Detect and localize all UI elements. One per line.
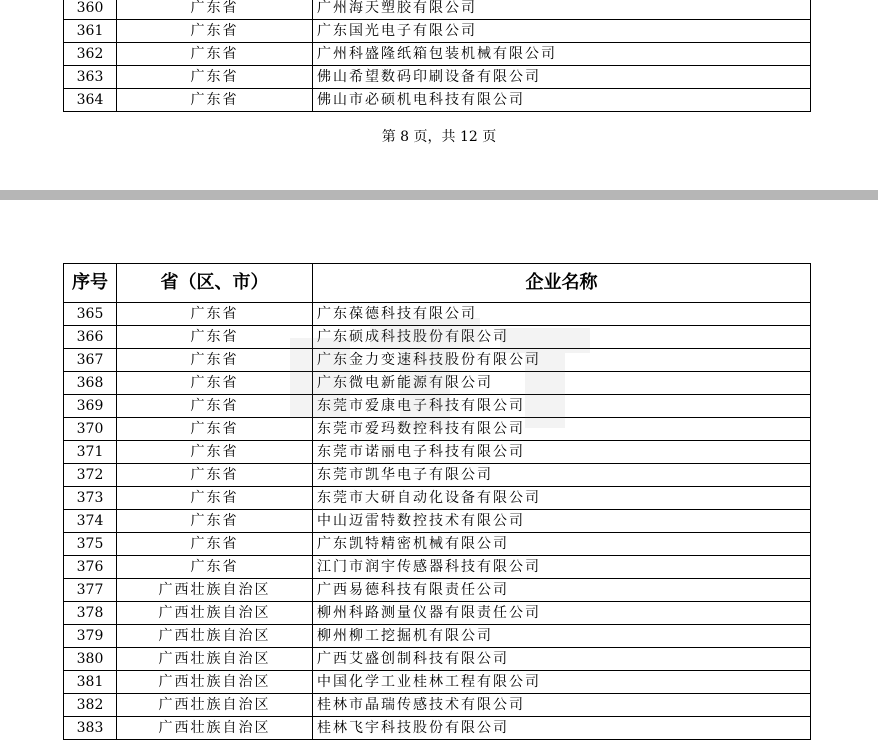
row-number: 368: [64, 372, 117, 395]
table-row: [64, 579, 811, 602]
row-province: 广东省: [117, 441, 313, 464]
row-company-name: 广西艾盛创制科技有限公司: [313, 648, 811, 671]
table-row: [64, 89, 811, 112]
row-company-name: 广东微电新能源有限公司: [313, 372, 811, 395]
row-province: 广东省: [117, 487, 313, 510]
row-company-name: 中国化学工业桂林工程有限公司: [313, 671, 811, 694]
row-company-name: 佛山市必硕机电科技有限公司: [313, 89, 811, 112]
row-company-name: 桂林飞宇科技股份有限公司: [313, 717, 811, 740]
row-number: 380: [64, 648, 117, 671]
row-province: 广东省: [117, 533, 313, 556]
row-company-name: 东莞市诺丽电子科技有限公司: [313, 441, 811, 464]
row-company-name: 柳州柳工挖掘机有限公司: [313, 625, 811, 648]
row-province: 广东省: [117, 510, 313, 533]
row-province: 广西壮族自治区: [117, 717, 313, 740]
row-province: 广东省: [117, 464, 313, 487]
row-number: 379: [64, 625, 117, 648]
header-province: 省（区、市）: [117, 264, 313, 303]
row-number: 376: [64, 556, 117, 579]
row-company-name: 东莞市爱康电子科技有限公司: [313, 395, 811, 418]
row-company-name: 广东金力变速科技股份有限公司: [313, 349, 811, 372]
row-province: 广西壮族自治区: [117, 602, 313, 625]
row-province: 广西壮族自治区: [117, 648, 313, 671]
table-row: [64, 0, 811, 20]
row-company-name: 广州科盛隆纸箱包装机械有限公司: [313, 43, 811, 66]
table-row: [64, 625, 811, 648]
row-number: 375: [64, 533, 117, 556]
row-company-name: 广东国光电子有限公司: [313, 20, 811, 43]
row-company-name: 柳州科路测量仪器有限责任公司: [313, 602, 811, 625]
row-province: 广东省: [117, 0, 313, 20]
row-company-name: 江门市润宇传感器科技有限公司: [313, 556, 811, 579]
row-province: 广西壮族自治区: [117, 694, 313, 717]
table-row: [64, 487, 811, 510]
row-number: 367: [64, 349, 117, 372]
row-number: 381: [64, 671, 117, 694]
table-row: [64, 66, 811, 89]
table-row: [64, 349, 811, 372]
row-province: 广东省: [117, 349, 313, 372]
table-row: [64, 694, 811, 717]
row-province: 广东省: [117, 20, 313, 43]
row-company-name: 广东硕成科技股份有限公司: [313, 326, 811, 349]
row-number: 364: [64, 89, 117, 112]
table-row: [64, 510, 811, 533]
row-company-name: 桂林市晶瑞传感技术有限公司: [313, 694, 811, 717]
row-province: 广东省: [117, 89, 313, 112]
row-province: 广东省: [117, 326, 313, 349]
company-table-page-8: [63, 0, 811, 112]
table-header-row: [64, 264, 811, 303]
row-company-name: 广州海天塑胶有限公司: [313, 0, 811, 20]
table-row: [64, 556, 811, 579]
table-row: [64, 372, 811, 395]
page-separator: [0, 190, 878, 200]
row-province: 广西壮族自治区: [117, 671, 313, 694]
company-table-page-9: [63, 263, 811, 740]
row-company-name: 广西易德科技有限责任公司: [313, 579, 811, 602]
table-row: [64, 303, 811, 326]
table-row: [64, 717, 811, 740]
row-number: 371: [64, 441, 117, 464]
table-row: [64, 43, 811, 66]
row-number: 370: [64, 418, 117, 441]
document-page-9: [0, 200, 878, 738]
row-number: 378: [64, 602, 117, 625]
row-company-name: 中山迈雷特数控技术有限公司: [313, 510, 811, 533]
header-no: 序号: [64, 264, 117, 303]
row-number: 373: [64, 487, 117, 510]
row-number: 374: [64, 510, 117, 533]
table-row: [64, 418, 811, 441]
row-province: 广东省: [117, 303, 313, 326]
table-row: [64, 464, 811, 487]
table-row: [64, 648, 811, 671]
row-company-name: 广东凯特精密机械有限公司: [313, 533, 811, 556]
row-province: 广西壮族自治区: [117, 579, 313, 602]
row-company-name: 东莞市爱玛数控科技有限公司: [313, 418, 811, 441]
row-province: 广东省: [117, 43, 313, 66]
page-footer: 第 8 页，共 12 页: [381, 129, 497, 145]
row-company-name: 东莞市凯华电子有限公司: [313, 464, 811, 487]
row-number: 377: [64, 579, 117, 602]
row-number: 366: [64, 326, 117, 349]
row-company-name: 广东葆德科技有限公司: [313, 303, 811, 326]
header-company: 企业名称: [313, 264, 811, 303]
row-number: 361: [64, 20, 117, 43]
table-row: [64, 20, 811, 43]
row-number: 362: [64, 43, 117, 66]
row-company-name: 佛山希望数码印刷设备有限公司: [313, 66, 811, 89]
table-row: [64, 533, 811, 556]
table-row: [64, 395, 811, 418]
row-province: 广东省: [117, 395, 313, 418]
row-province: 广东省: [117, 556, 313, 579]
row-province: 广东省: [117, 66, 313, 89]
document-page-8: [0, 0, 878, 190]
row-number: 369: [64, 395, 117, 418]
table-row: [64, 326, 811, 349]
row-number: 360: [64, 0, 117, 20]
row-number: 363: [64, 66, 117, 89]
row-number: 372: [64, 464, 117, 487]
row-province: 广东省: [117, 418, 313, 441]
row-number: 365: [64, 303, 117, 326]
row-number: 383: [64, 717, 117, 740]
table-row: [64, 602, 811, 625]
table-row: [64, 441, 811, 464]
row-company-name: 东莞市大研自动化设备有限公司: [313, 487, 811, 510]
table-row: [64, 671, 811, 694]
row-number: 382: [64, 694, 117, 717]
row-province: 广东省: [117, 372, 313, 395]
row-province: 广西壮族自治区: [117, 625, 313, 648]
